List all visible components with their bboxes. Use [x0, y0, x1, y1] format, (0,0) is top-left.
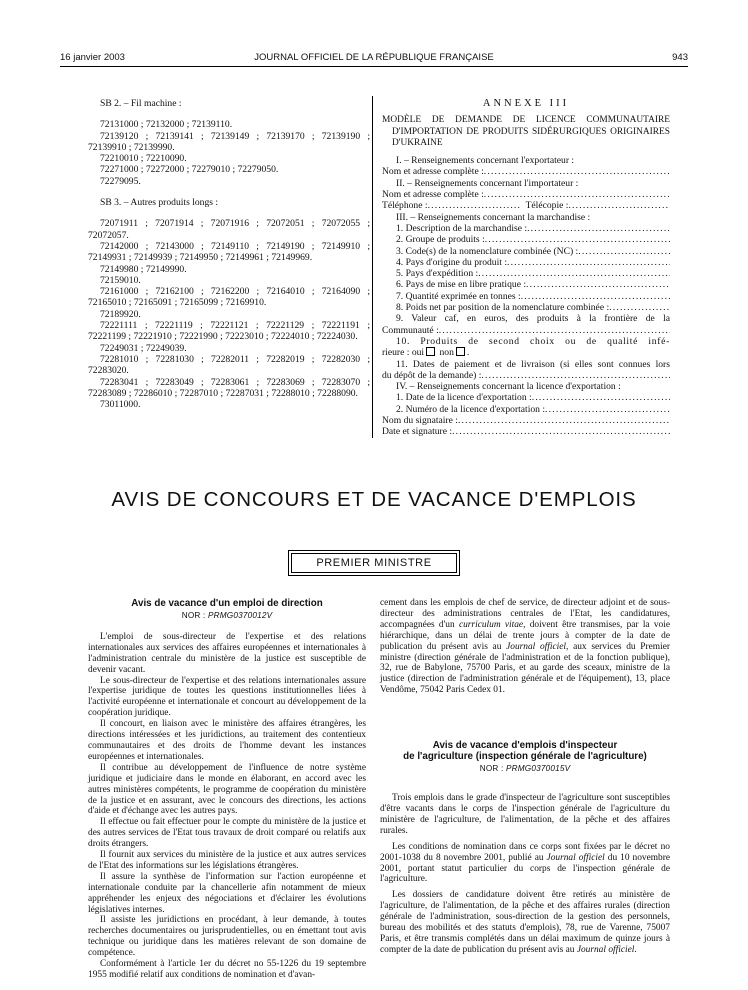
code-line: 72210010 ; 72210090. [100, 153, 187, 165]
article-1-paragraph: L'emploi de sous-directeur de l'expertise et des relations internationales aux services des affaires européennes et internationales à l'administration centrale du ministère de la justice est susceptible de devenir vacant. [88, 631, 366, 675]
tariff-code-list [88, 98, 370, 410]
phone-fax-field: Téléphone : ..... Télécopie : ..... [382, 200, 670, 211]
merchandise-field: 7. Quantité exprimée en tonnes : ..... [382, 291, 670, 302]
code-line: 72271000 ; 72272000 ; 72279010 ; 72279050. [100, 164, 279, 176]
yes-checkbox[interactable] [426, 347, 435, 356]
sb3-code-block [88, 377, 370, 400]
code-line-continued: 72283089 ; 72286010 ; 72287010 ; 72287031 ; 72288010 ; 72288090. [88, 387, 358, 399]
article-1-paragraph: Il contribue au développement de l'influence de notre système juridique et judiciaire dans le monde en élaborant, en accord avec les autres ministères compétents, le programme de coopération du ministère de la justice et en assurant, avec le concours des directions, les actions d'aide et d'échange avec les autres pays. [88, 762, 366, 817]
sb3-code-block [88, 354, 370, 377]
licence-fields [382, 392, 670, 415]
annex-section-2: II. – Renseignements concernant l'importateur : [396, 177, 579, 189]
section-box [288, 550, 460, 576]
date-signature-field: Date et signature : ..... [382, 426, 670, 437]
article-2-title-line-2: de l'agriculture (inspection générale de l'agriculture) [403, 751, 647, 763]
code-line: 72249031 ; 72249039. [100, 342, 187, 354]
code-line: 72142000 ; 72143000 ; 72149110 ; 72149190 ; 72149910 ; [100, 240, 370, 252]
code-line: 72071911 ; 72071914 ; 72071916 ; 72072051 ; 72072055 ; [100, 218, 370, 230]
column-divider [372, 96, 373, 438]
sb2-code-block [88, 176, 370, 187]
code-line: 72149980 ; 72149990. [100, 263, 187, 275]
annex-section-4: IV. – Renseignements concernant la licence d'exportation : [396, 381, 621, 393]
sb3-code-block [88, 286, 370, 309]
sb3-code-block [88, 218, 370, 241]
item-10-line-2: rieure : oui non . [382, 347, 470, 359]
merchandise-fields [382, 223, 670, 313]
article-2-paragraph-2: Les conditions de nomination dans ce corps sont fixées par le décret no 2001-1038 du 8 novembre 2001, publié au Journal officiel du 10 novembre 2001, portant statut particulier du corps de l'inspection générale de l'agriculture. [380, 841, 670, 885]
annex-iii-form [382, 98, 670, 438]
importer-name-field: Nom et adresse complète : ..... [382, 189, 670, 200]
sb2-code-block [88, 164, 370, 175]
header-date: 16 janvier 2003 [60, 52, 125, 63]
article-1-column [88, 598, 366, 981]
exporter-name-field: Nom et adresse complète : ..... [382, 166, 670, 177]
article-1-nor: NOR : PRMG0370012V [181, 611, 273, 620]
article-2-paragraph-1: Trois emplois dans le grade d'inspecteur de l'agriculture sont susceptibles d'être vacants dans le corps de l'inspection générale de l'agriculture du ministère de l'agriculture, de l'alimentation, de la pêche et des affaires rurales. [380, 793, 670, 836]
merchandise-field: 1. Description de la marchandise : ..... [382, 223, 670, 234]
code-line: 72281010 ; 72281030 ; 72282011 ; 72282019 ; 72282030 ; [100, 353, 370, 365]
article-1-paragraphs [88, 632, 366, 981]
code-line: 72189920. [100, 308, 141, 320]
annex-title: ANNEXE III [482, 98, 570, 109]
article-1-paragraph: Le sous-directeur de l'expertise et des relations internationales assure l'expertise juridique de toutes les questions institutionnelles liées à l'activité européenne et internationale et concourt au développement de la coopération juridique. [88, 675, 366, 719]
annex-section-3: III. – Renseignements concernant la marchandise : [396, 211, 591, 223]
item-9-line-1: 9. Valeur caf, en euros, des produits à la frontière de la [396, 313, 670, 325]
article-1-paragraph: Conformément à l'article 1er du décret no 55-1226 du 19 septembre 1955 modifié relatif aux conditions de nomination et d'avan- [88, 959, 366, 980]
article-1-paragraph: Il assiste les juridictions en procédant, à leur demande, à toutes recherches documentaires ou jurisprudentielles, ou en émettant tout avis technique ou juridique dans les matières relevant de son domaine de compétence. [88, 915, 366, 959]
code-line-continued: 72072057. [88, 229, 129, 241]
sb2-code-block [88, 153, 370, 164]
sb3-title: SB 3. – Autres produits longs : [100, 197, 219, 209]
header-page-number: 943 [672, 52, 688, 63]
merchandise-field: 8. Poids net par position de la nomenclature combinée : ..... [382, 302, 670, 313]
article-1-continuation: cement dans les emplois de chef de service, de directeur adjoint et de sous-directeur des administrations centrales de l'Etat, les candidatures, accompagnées d'un curriculum vitae, doivent être transmises, par la voie hiérarchique, dans un délai de trente jours à compter de la date de publication du présent avis au Journal officiel, aux services du Premier ministre (direction générale de l'administration et de la fonction publique), 32, rue de Babylone, 75700 Paris, et au garde des sceaux, ministre de la justice (direction de l'administration générale et de l'équipement), 13, place Vendôme, 75042 Paris Cedex 01. [380, 598, 670, 696]
article-2-column [380, 598, 670, 956]
code-line-continued: 72149931 ; 72149939 ; 72149950 ; 72149961 ; 72149969. [88, 252, 313, 264]
sb3-code-block [88, 320, 370, 343]
article-2-nor: NOR : PRMG0370015V [479, 764, 571, 774]
header-journal-title: JOURNAL OFFICIEL DE LA RÉPUBLIQUE FRANÇAISE [254, 52, 494, 63]
licence-field: 1. Date de la licence d'exportation : ..... [382, 392, 670, 403]
merchandise-field: 6. Pays de mise en libre pratique : ..... [382, 279, 670, 290]
article-1-title: Avis de vacance d'un emploi de direction [131, 598, 323, 609]
sb3-code-block [88, 264, 370, 275]
main-heading: AVIS DE CONCOURS ET DE VACANCE D'EMPLOIS [111, 488, 637, 511]
merchandise-field: 2. Groupe de produits : ..... [382, 234, 670, 245]
sb3-code-block [88, 309, 370, 320]
annex-subtitle: MODÈLE DE DEMANDE DE LICENCE COMMUNAUTAIRE D'IMPORTATION DE PRODUITS SIDÉRURGIQUES ORIGINAIRES D'UKRAINE [382, 115, 670, 148]
no-checkbox[interactable] [456, 347, 465, 356]
code-line-continued: 72221199 ; 72221910 ; 72221990 ; 72223010 ; 72224010 ; 72224030. [88, 331, 358, 343]
code-line-continued: 72139910 ; 72139990. [88, 141, 175, 153]
signer-field: Nom du signataire : ..... [382, 415, 670, 426]
merchandise-field: 4. Pays d'origine du produit : ..... [382, 257, 670, 268]
item-11-line-1: 11. Dates de paiement et de livraison (si elles sont connues lors [396, 358, 670, 370]
item-11-line-2: du dépôt de la demande) : ..... [382, 370, 670, 381]
sb3-code-block [88, 399, 370, 410]
article-1-paragraph: Il fournit aux services du ministère de la justice et aux autres services de l'Etat des informations sur les législations étrangères. [88, 850, 366, 871]
article-1-paragraph: Il assure la synthèse de l'information sur l'action européenne et internationale conduite par la chancellerie afin notamment de mieux appréhender les enjeux des négociations et d'éclairer les évolutions législatives internes. [88, 871, 366, 915]
article-1-paragraph: Il effectue ou fait effectuer pour le compte du ministère de la justice et des autres services de l'Etat tous travaux de droit comparé ou relatifs aux droits étrangers. [88, 817, 366, 850]
sb3-code-blocks [88, 218, 370, 410]
code-line: 72159010. [100, 274, 141, 286]
sb3-code-block [88, 275, 370, 286]
sb2-code-block [88, 119, 370, 130]
code-line: 72283041 ; 72283049 ; 72283061 ; 72283069 ; 72283070 ; [100, 376, 370, 388]
sb2-code-block [88, 131, 370, 154]
code-line: 72131000 ; 72132000 ; 72139110. [100, 119, 233, 131]
article-2-title-line-1: Avis de vacance d'emplois d'inspecteur [432, 740, 618, 752]
sb2-title: SB 2. – Fil machine : [100, 98, 182, 109]
code-line: 72139120 ; 72139141 ; 72139149 ; 72139170 ; 72139190 ; [100, 130, 370, 142]
code-line-continued: 72283020. [88, 365, 129, 377]
header-rule [60, 66, 688, 67]
item-9-line-2: Communauté : ..... [382, 325, 670, 336]
merchandise-field: 3. Code(s) de la nomenclature combinée (NC) : ..... [382, 246, 670, 257]
section-box-label: PREMIER MINISTRE [291, 553, 457, 573]
item-10-line-1: 10. Produits de second choix ou de qualité infé- [396, 335, 670, 347]
code-line: 73011000. [100, 399, 141, 411]
code-line: 72221111 ; 72221119 ; 72221121 ; 72221129 ; 72221191 ; [100, 320, 370, 332]
sb2-code-blocks [88, 119, 370, 187]
article-1-paragraph: Il concourt, en liaison avec le ministère des affaires étrangères, les directions intéressées et les juridictions, au traitement des contentieux communautaires et des droits de l'homme devant les instances européennes et internationales. [88, 719, 366, 762]
licence-field: 2. Numéro de la licence d'exportation : ..... [382, 404, 670, 415]
running-header [60, 52, 688, 66]
merchandise-field: 5. Pays d'expédition : ..... [382, 268, 670, 279]
code-line: 72279095. [100, 175, 141, 187]
sb3-code-block [88, 241, 370, 264]
code-line: 72161000 ; 72162100 ; 72162200 ; 72164010 ; 72164090 ; [100, 286, 370, 298]
code-line-continued: 72165010 ; 72165091 ; 72165099 ; 72169910. [88, 297, 267, 309]
annex-section-1: I. – Renseignements concernant l'exportateur : [396, 155, 575, 167]
sb3-code-block [88, 343, 370, 354]
article-2-paragraph-3: Les dossiers de candidature doivent être retirés au ministère de l'agriculture, de l'alimentation, de la pêche et des affaires rurales (direction générale de l'administration, sous-direction de la gestion des personnels, bureau des mobilités et des statuts d'emplois), 78, rue de Varenne, 75007 Paris, et être transmis complétés dans un délai maximum de quinze jours à compter de la date de publication du présent avis au Journal officiel. [380, 890, 670, 955]
